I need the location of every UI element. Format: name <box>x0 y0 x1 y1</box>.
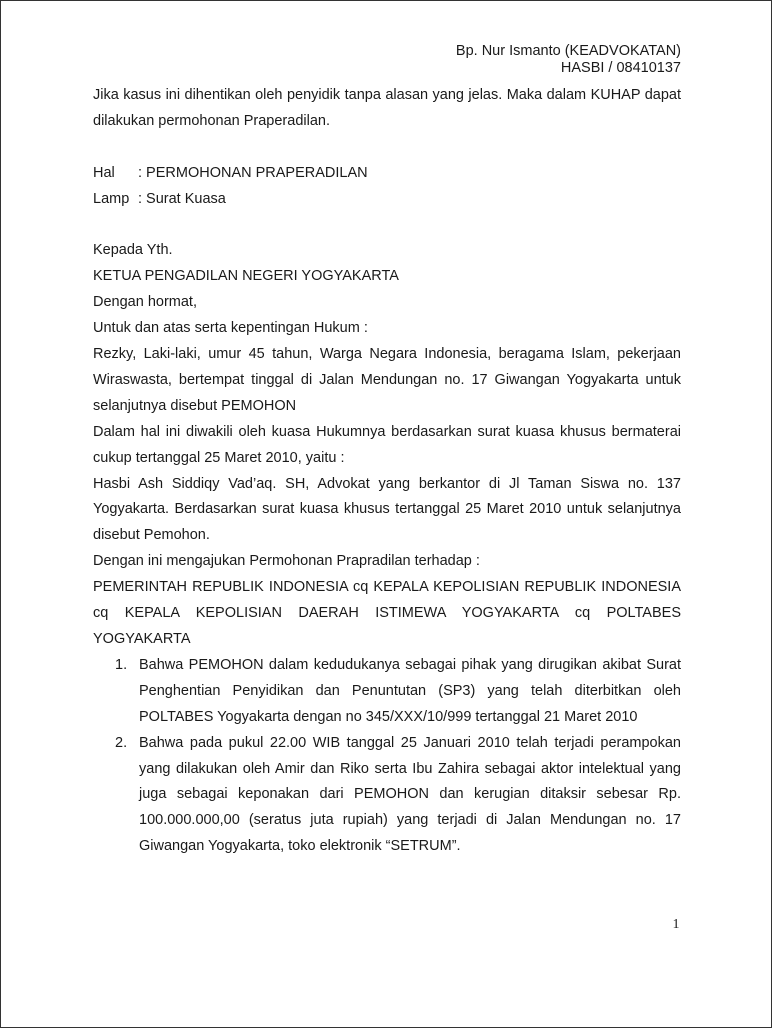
respondent-paragraph: PEMERINTAH REPUBLIK INDONESIA cq KEPALA KEPOLISIAN REPUBLIK INDONESIA cq KEPALA KEPOLISIAN DAERAH ISTIMEWA YOGYAKARTA cq POLTABES YOGYAKARTA <box>93 579 681 647</box>
hal-value: : PERMOHONAN PRAPERADILAN <box>138 164 368 181</box>
numbered-list <box>93 653 681 860</box>
recipient-title: KETUA PENGADILAN NEGERI YOGYAKARTA <box>93 268 399 285</box>
hal-label: Hal <box>93 164 115 181</box>
intro-paragraph: Jika kasus ini dihentikan oleh penyidik tanpa alasan yang jelas. Maka dalam KUHAP dapat dilakukan permohonan Praperadilan. <box>93 87 681 129</box>
page-number: 1 <box>672 917 680 932</box>
list-item-text: Bahwa pada pukul 22.00 WIB tanggal 25 Januari 2010 telah terjadi perampokan yang dilakukan oleh Amir dan Riko serta Ibu Zahira sebagai aktor intelektual yang juga sebagai keponakan dari PEMOHON dan kerugian ditaksir sebesar Rp. 100.000.000,00 (seratus juta rupiah) yang terjadi di Jalan Mendungan no. 17 Giwangan Yogyakarta, toko elektronik “SETRUM”. <box>139 734 681 855</box>
recipient-greeting: Kepada Yth. <box>93 242 173 259</box>
header-line-1: Bp. Nur Ismanto (KEADVOKATAN) <box>455 43 681 59</box>
lamp-row <box>93 187 681 213</box>
applicant-paragraph: Rezky, Laki-laki, umur 45 tahun, Warga Negara Indonesia, beragama Islam, pekerjaan Wiraswasta, bertempat tinggal di Jalan Mendungan no. 17 Giwangan Yogyakarta untuk selanjutnya disebut PEMOHON <box>93 346 681 414</box>
hal-row <box>93 161 681 187</box>
filing-line: Dengan ini mengajukan Permohonan Prapradilan terhadap : <box>93 553 480 570</box>
advocate-paragraph: Hasbi Ash Siddiqy Vad’aq. SH, Advokat yang berkantor di Jl Taman Siswa no. 137 Yogyakarta. Berdasarkan surat kuasa khusus tertanggal 25 Maret 2010 untuk selanjutnya disebut Pemohon. <box>93 475 681 544</box>
list-item <box>93 653 681 731</box>
list-item <box>93 731 681 861</box>
header-line-2: HASBI / 08410137 <box>560 60 681 76</box>
document-body <box>93 43 681 860</box>
list-item-number: 1. <box>115 656 128 673</box>
on-behalf-line: Untuk dan atas serta kepentingan Hukum : <box>93 320 368 337</box>
list-item-text: Bahwa PEMOHON dalam kedudukanya sebagai pihak yang dirugikan akibat Surat Penghentian Penyidikan dan Penuntutan (SP3) yang telah diterbitkan oleh POLTABES Yogyakarta dengan no 345/XXX/10/999 tertanggal 21 Maret 2010 <box>139 656 681 725</box>
lamp-label: Lamp <box>93 190 130 207</box>
salutation: Dengan hormat, <box>93 294 197 311</box>
lamp-value: : Surat Kuasa <box>138 190 226 207</box>
represented-paragraph: Dalam hal ini diwakili oleh kuasa Hukumnya berdasarkan surat kuasa khusus bermaterai cukup tertanggal 25 Maret 2010, yaitu : <box>93 423 681 466</box>
header-block <box>93 43 681 77</box>
list-item-number: 2. <box>115 734 128 751</box>
